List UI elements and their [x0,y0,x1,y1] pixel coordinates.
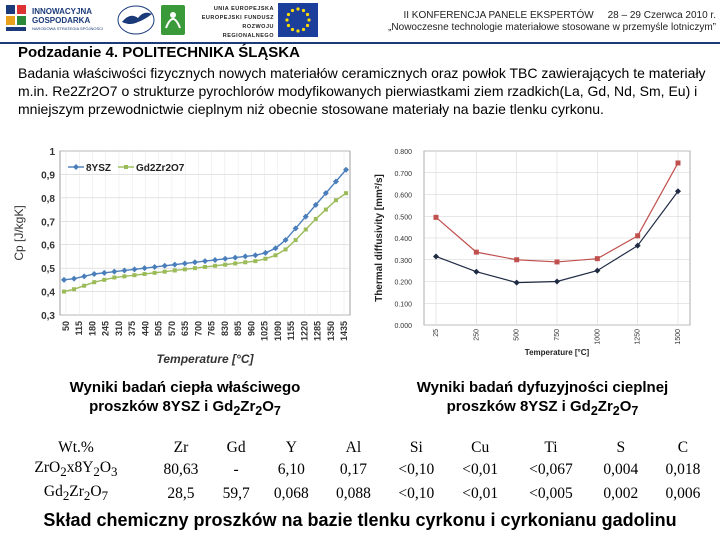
table-cell: 0,018 [665,461,701,479]
plot-area [60,151,350,315]
table-cell: 6,10 [277,461,305,479]
y-tick-label: 0.700 [394,170,412,178]
specific-heat-chart [5,143,355,368]
data-point [62,290,66,294]
y-tick-label: 0.000 [394,323,412,330]
data-point [112,276,116,280]
y-tick-label: 0.100 [394,301,412,309]
eu-star [287,13,290,16]
data-point [102,278,106,282]
conference-info [340,10,716,34]
x-tick-label: 375 [127,321,138,337]
innowacyjna-subtext: NARODOWA STRATEGIA SPÓJNOŚCI [32,26,104,31]
data-point [72,287,76,291]
eu-star [302,9,305,12]
table-header-cell: Wt.% [58,438,94,456]
y-tick-label: 0,9 [41,170,55,182]
table-cell: - [233,461,239,479]
y-tick-label: 0,8 [41,193,55,205]
data-point [474,250,479,255]
y-tick-label: 0,3 [41,311,55,322]
x-tick-label: 505 [153,321,164,337]
table-header-cell: Cu [471,438,490,456]
x-tick-label: 700 [193,321,204,337]
x-tick-label: 50 [61,321,71,332]
table-cell: 28,5 [167,485,195,503]
table-cell: <0,10 [398,485,435,503]
table-cell: <0,10 [398,461,435,479]
eu-star [291,28,294,31]
data-point [324,208,328,212]
data-point [314,217,318,221]
x-tick-label: 1435 [339,321,349,342]
x-tick-label: 25 [433,329,440,337]
data-point [223,263,227,267]
x-tick-label: 1155 [286,321,297,341]
innowacyjna-text: INNOWACYJNA GOSPODARKA [32,7,93,25]
table-cell: <0,01 [462,461,499,479]
eu-star [296,29,299,32]
y-tick-label: 0.300 [394,257,412,265]
eu-star [306,13,309,16]
data-point [334,198,338,202]
x-tick-label: 830 [219,321,230,337]
x-tick-label: 1350 [325,321,336,342]
table-cell: 59,7 [222,485,250,503]
y-axis-label: Thermal diffusivity [mm²/s] [374,174,385,302]
bird-logo-icon [116,4,156,36]
table-header-cell: Y [285,438,297,456]
table-row [2,458,714,482]
data-point [274,253,278,257]
data-point [434,215,439,220]
caption-thermal-diffusivity: Wyniki badań dyfuzyjności cieplnej proszków 8YSZ i $Gd_2Zr_2O_7$ [416,379,669,418]
table-header-cell: Gd [226,438,246,456]
data-point [193,266,197,270]
slide-title: Podzadanie 4. POLITECHNIKA ŚLĄSKA [18,44,300,61]
data-point [183,267,187,271]
data-point [263,257,267,261]
table-cell: 0,004 [603,461,639,479]
y-tick-label: 0,6 [41,240,55,252]
x-tick-label: 1090 [272,321,283,342]
table-row-label: $ZrO_2x8Y_2O_3$ [34,459,118,480]
eu-star [302,28,305,31]
y-tick-label: 1 [49,147,55,158]
conference-line-2: „Nowoczesne technologie materiałowe stosowane w przemyśle lotniczym” [388,22,716,33]
caption-specific-heat: Wyniki badań ciepła właściwego proszków 8YSZ i $Gd_2Zr_2O_7$ [69,379,301,418]
table-header-cell: S [616,438,626,456]
x-tick-label: 1025 [259,321,270,342]
eu-star [285,18,288,21]
thermal-diffusivity-chart [372,143,697,358]
data-point [122,274,126,278]
y-tick-label: 0,7 [41,217,55,229]
description-text: Badania właściwości fizycznych nowych materiałów ceramicznych oraz powłok TBC zawierających te materiały m.in. Re2Zr2O7 o strukturze pyrochlorów modyfikowanych pierwiastkami ziem rzadkich(La, Gd, Nd, Sm, Eu) i mniejszym przewodnictwie cieplnym niż obecnie stosowane materiały na bazie tlenku cyrkonu. [18,65,706,117]
bottom-caption: Skład chemiczny proszków na bazie tlenku cyrkonu i cyrkonianu gadolinu [43,510,677,530]
x-axis-label: Temperature [°C] [156,352,254,366]
data-point [173,268,177,272]
x-tick-label: 440 [140,321,151,337]
table-header-cell: C [677,438,689,456]
table-header-cell: Ti [544,438,558,456]
x-tick-label: 895 [233,321,244,337]
data-point [555,259,560,264]
y-tick-label: 0.600 [394,192,412,200]
eu-flag-icon [278,3,318,37]
data-point [304,227,308,231]
data-point [213,264,217,268]
x-tick-label: 245 [100,321,111,337]
x-tick-label: 115 [74,321,85,336]
eu-star [287,24,290,27]
data-point [153,271,157,275]
table-header-row [2,437,714,458]
x-tick-label: 180 [87,321,98,337]
data-point [82,284,86,288]
y-tick-label: 0.500 [394,214,412,222]
table-cell: 0,068 [273,485,309,503]
table-cell: <0,005 [529,485,573,503]
data-point [514,257,519,262]
eu-star [307,18,310,21]
conference-line-1: II KONFERENCJA PANELE EKSPERTÓW 28 – 29 Czerwca 2010 r. [403,10,716,21]
data-point [294,238,298,242]
data-point [243,260,247,264]
table-cell: 0,088 [335,485,371,503]
table-row [2,482,714,506]
data-point [203,265,207,269]
data-point [133,273,137,277]
data-point [635,233,640,238]
table-cell: <0,067 [529,461,573,479]
data-point [233,261,237,265]
y-tick-label: 0.800 [394,149,412,156]
y-tick-label: 0,5 [41,264,55,276]
eu-star [291,9,294,12]
data-point [143,272,147,276]
table-cell: <0,01 [462,485,499,503]
x-tick-label: 570 [166,321,177,337]
eu-star [306,24,309,27]
composition-table [2,437,714,506]
x-tick-label: 1220 [299,321,310,342]
x-tick-label: 1285 [312,321,323,342]
innowacyjna-gospodarka-logo [4,3,112,39]
green-emblem-icon [160,4,186,36]
x-tick-label: 1000 [594,329,602,345]
data-point [163,270,167,274]
table-cell: 0,17 [339,461,367,479]
legend-marker-1 [124,165,128,169]
table-cell: 0,006 [665,485,701,503]
x-tick-label: 960 [246,321,257,337]
table-row-label: $Gd_2Zr_2O_7$ [43,483,109,504]
legend-label-1: Gd2Zr2O7 [136,163,185,174]
x-tick-label: 310 [113,321,124,337]
data-point [92,280,96,284]
x-tick-label: 1500 [675,329,682,345]
x-tick-label: 500 [513,329,521,341]
x-tick-label: 1250 [634,329,642,345]
data-point [344,191,348,195]
eu-fund-text: UNIA EUROPEJSKA EUROPEJSKI FUNDUSZ ROZWOJU REGIONALNEGO [201,6,274,39]
data-point [595,256,600,261]
table-header-cell: Al [345,438,362,456]
x-tick-label: 750 [554,329,561,341]
y-tick-label: 0,4 [41,287,55,299]
table-header-cell: Si [409,438,423,456]
legend-label-0: 8YSZ [86,163,112,174]
x-tick-label: 635 [180,321,191,337]
x-axis-label: Temperature [°C] [524,348,590,357]
header-bar [0,0,720,42]
y-axis-label: Cp [J/kgK] [12,205,26,261]
data-point [253,259,257,263]
eu-star [296,7,299,10]
y-tick-label: 0.400 [394,236,412,243]
data-point [284,247,288,251]
x-tick-label: 250 [473,329,481,341]
data-point [676,160,681,165]
y-tick-label: 0.200 [394,279,412,287]
innowacyjna-logo-icon [4,3,30,37]
table-cell: 0,002 [603,485,639,503]
table-cell: 80,63 [163,461,199,479]
x-tick-label: 765 [206,321,217,337]
table-header-cell: Zr [173,438,189,456]
